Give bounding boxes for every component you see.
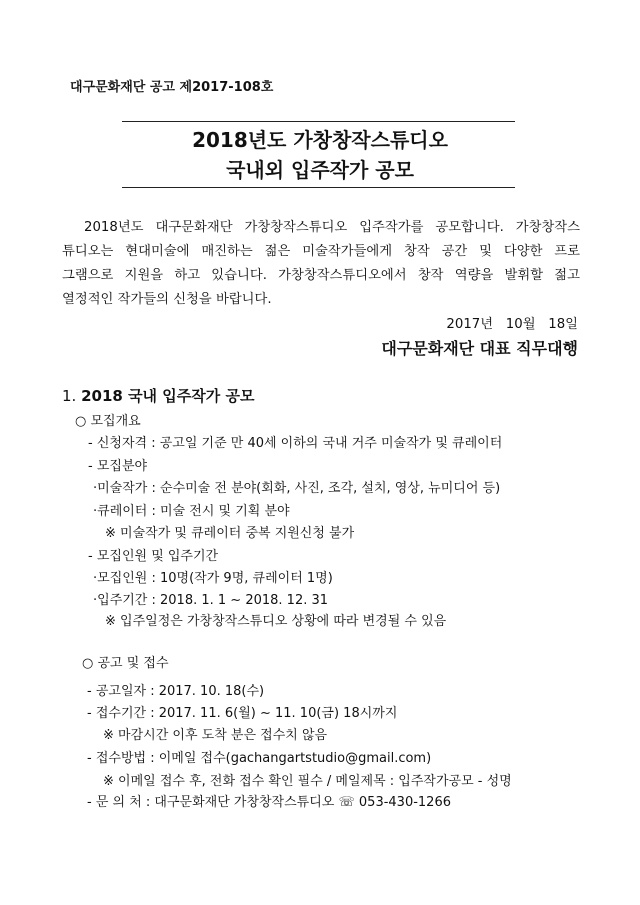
list-item: - 접수방법 : 이메일 접수(gachangartstudio@gmail.com) [87, 751, 432, 766]
note-item: ※ 입주일정은 가창창작스튜디오 상황에 따라 변경될 수 있음 [105, 614, 447, 629]
list-item: ·미술작가 : 순수미술 전 분야(회화, 사진, 조각, 설치, 영상, 뉴미디어 등) [93, 481, 501, 496]
list-item: ·모집인원 : 10명(작가 9명, 큐레이터 1명) [93, 571, 333, 586]
overview-heading: ○ 모집개요 [75, 414, 141, 429]
list-item: ·입주기간 : 2018. 1. 1 ~ 2018. 12. 31 [93, 593, 329, 608]
list-item: ·큐레이터 : 미술 전시 및 기획 분야 [93, 504, 290, 519]
title-bottom-rule [122, 187, 515, 188]
note-item: ※ 미술작가 및 큐레이터 중복 지원신청 불가 [105, 526, 355, 541]
intro-line: 튜디오는 현대미술에 매진하는 젊은 미술작가들에게 창작 공간 및 다양한 프로 [62, 244, 580, 259]
signer: 대구문화재단 대표 직무대행 [381, 339, 578, 358]
list-item: - 신청자격 : 공고일 기준 만 40세 이하의 국내 거주 미술작가 및 큐레이터 [88, 436, 503, 451]
contact-line [87, 794, 451, 812]
intro-line: 열정적인 작가들의 신청을 바랍니다. [62, 292, 272, 307]
telephone-icon: ☏ [338, 795, 355, 810]
section-number: 1. [62, 387, 77, 405]
section-heading [62, 387, 254, 405]
note-item: ※ 마감시간 이후 도착 분은 접수치 않음 [103, 728, 328, 743]
title-line-2: 국내외 입주작가 공모 [226, 158, 414, 182]
list-item: - 접수기간 : 2017. 11. 6(월) ~ 11. 10(금) 18시까지 [87, 706, 398, 721]
application-heading: ○ 공고 및 접수 [82, 656, 169, 671]
section-title: 2018 국내 입주작가 공모 [81, 387, 255, 405]
list-item: - 모집분야 [88, 459, 148, 474]
notice-number: 대구문화재단 공고 제2017-108호 [70, 80, 274, 95]
intro-line: 2018년도 대구문화재단 가창창작스튜디오 입주작가를 공모합니다. 가창창작스 [84, 220, 580, 235]
list-item: - 모집인원 및 입주기간 [88, 549, 219, 564]
list-item: - 공고일자 : 2017. 10. 18(수) [87, 684, 265, 699]
title-line-1: 2018년도 가창창작스튜디오 [192, 128, 448, 152]
notice-date: 2017년 10월 18일 [446, 317, 578, 332]
note-item: ※ 이메일 접수 후, 전화 접수 확인 필수 / 메일제목 : 입주작가공모 - 성명 [103, 774, 512, 789]
intro-line: 그램으로 지원을 하고 있습니다. 가창창작스튜디오에서 창작 역량을 발휘할 젊고 [62, 268, 580, 283]
contact-phone: 053-430-1266 [358, 795, 451, 810]
title-top-rule [122, 121, 515, 122]
contact-label: - 문 의 처 : 대구문화재단 가창창작스튜디오 [87, 795, 335, 810]
